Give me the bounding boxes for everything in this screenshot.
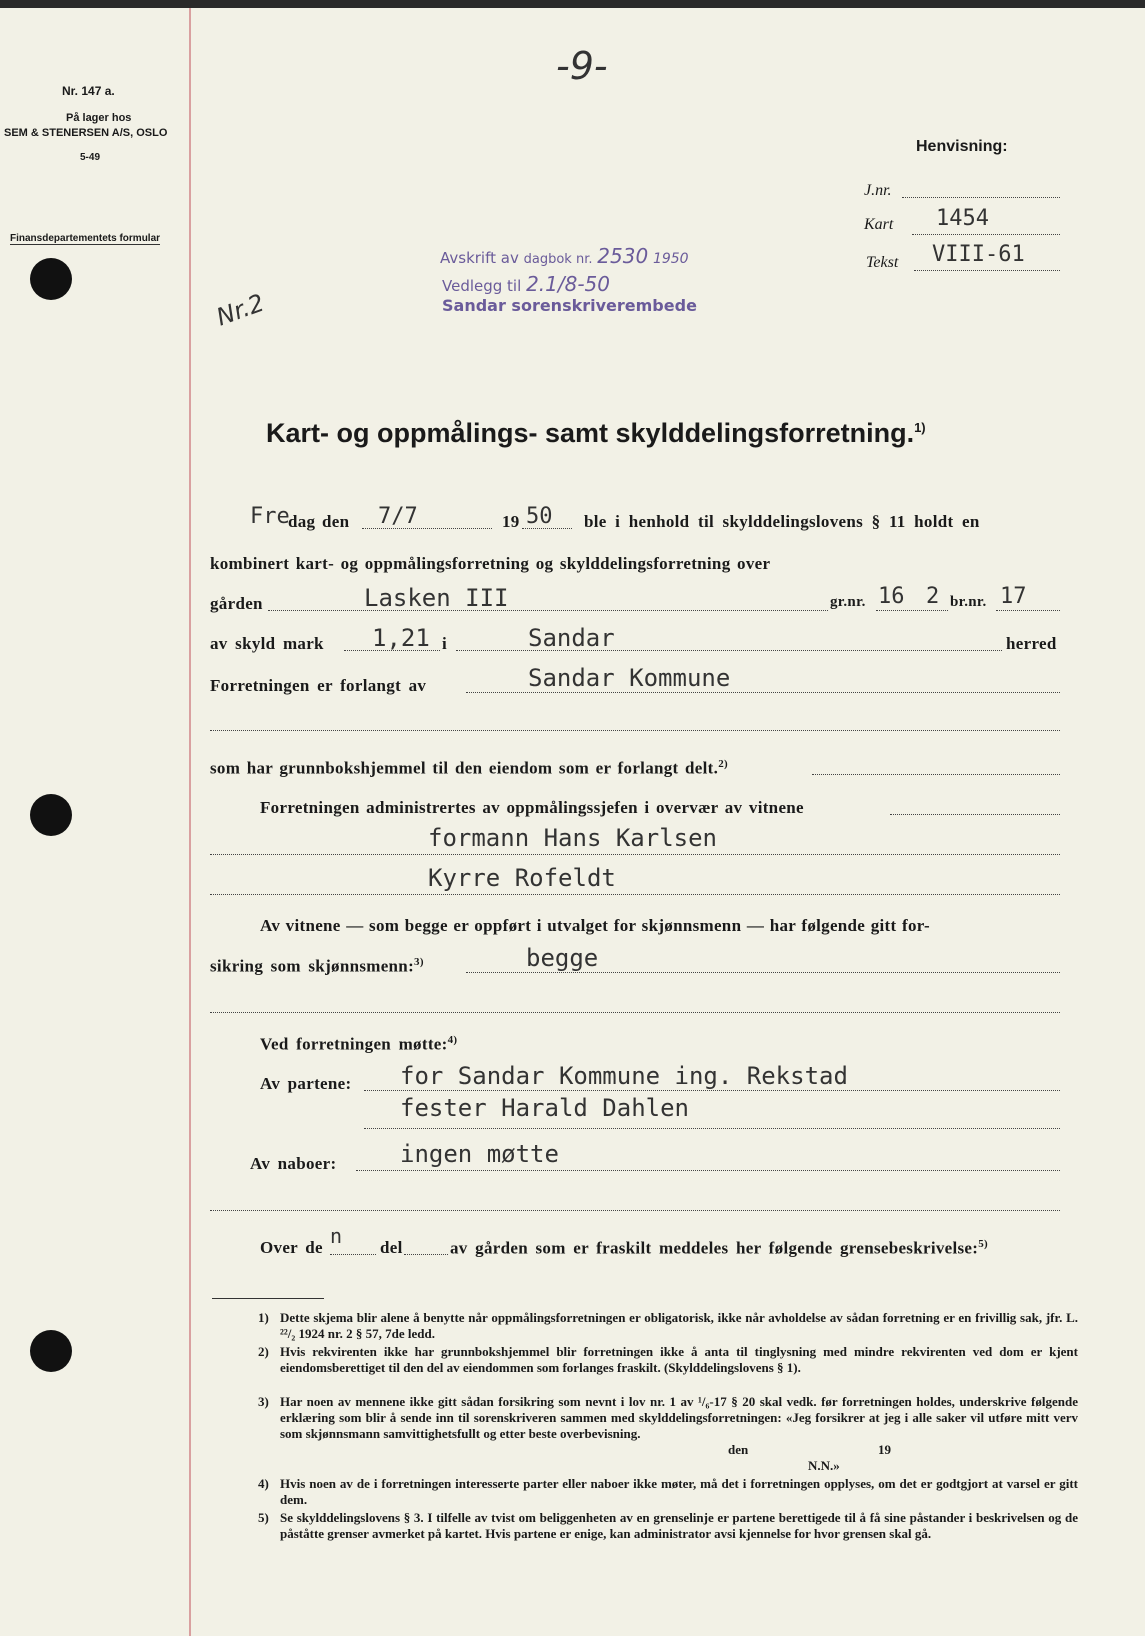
partene-value-1: for Sandar Kommune ing. Rekstad bbox=[400, 1062, 848, 1090]
grnr-label: gr.nr. bbox=[830, 594, 866, 610]
document-title bbox=[266, 418, 926, 449]
stamp-vedlegg: Vedlegg til bbox=[442, 277, 522, 295]
naboer-blank-line bbox=[210, 1210, 1060, 1211]
garden-line bbox=[268, 610, 828, 611]
hjemmel-text: som har grunnbokshjemmel til den eiendom som er forlangt delt. bbox=[210, 758, 719, 778]
forlangt-label: Forretningen er forlangt av bbox=[210, 676, 427, 695]
over-dots bbox=[330, 1254, 376, 1255]
line1-rest: ble i henhold til skylddelingslovens § 11 holdt en bbox=[584, 512, 980, 531]
naboer-label: Av naboer: bbox=[250, 1154, 337, 1173]
footnote-5-num: 5) bbox=[258, 1510, 269, 1525]
den-label: den bbox=[322, 512, 350, 531]
over-label: Over de bbox=[260, 1238, 323, 1257]
over-value: n bbox=[330, 1224, 343, 1248]
day-label: dag bbox=[288, 512, 316, 531]
brnr-label: br.nr. bbox=[950, 594, 987, 610]
grnr-value: 16 bbox=[878, 584, 905, 609]
vitne-dots bbox=[466, 972, 1060, 973]
stamp-line-2 bbox=[442, 272, 610, 296]
title-text: Kart- og oppmålings- samt skylddelingsforretning. bbox=[266, 418, 915, 448]
motte-line bbox=[260, 1034, 457, 1055]
footnote-1-text: Dette skjema blir alene å benytte når oppmålingsforretningen er obligatorisk, ikke når avholdelse av sådan forretning er en frivillig sak, jfr. L. ²²/₂ 1924 nr. 2 § 57, 7de ledd. bbox=[280, 1310, 1078, 1341]
footnotes bbox=[258, 1310, 1078, 1541]
vitne-line-1: Av vitnene — som begge er oppført i utvalget for skjønnsmenn — har følgende gitt for- bbox=[260, 916, 930, 935]
brnr-line bbox=[996, 610, 1060, 611]
motte-footnote-ref: 4) bbox=[447, 1034, 458, 1046]
footnote-rule bbox=[212, 1298, 324, 1299]
vitne-blank-line bbox=[210, 1012, 1060, 1013]
reference-heading: Henvisning: bbox=[916, 138, 1008, 155]
day-value: Fre bbox=[250, 504, 290, 529]
partene-line-2 bbox=[364, 1128, 1060, 1129]
footnote-3-year: 19 bbox=[878, 1442, 891, 1457]
stamp-dagbok: dagbok nr. bbox=[523, 252, 593, 267]
naboer-line bbox=[356, 1170, 1060, 1171]
hjemmel-footnote-ref: 2) bbox=[718, 758, 728, 770]
partene-value-2: fester Harald Dahlen bbox=[400, 1094, 689, 1122]
skyld-value: 1,21 bbox=[372, 624, 430, 652]
form-number: Nr. 147 a. bbox=[62, 84, 115, 98]
grnr-value-2: 2 bbox=[926, 584, 940, 609]
year-prefix: 19 bbox=[502, 512, 520, 531]
stamp-dagbok-value: 2530 bbox=[597, 244, 649, 268]
kart-value: 1454 bbox=[936, 206, 989, 231]
blank-line bbox=[210, 730, 1060, 731]
line2-text: kombinert kart- og oppmålingsforretning og skylddelingsforretning over bbox=[210, 554, 771, 573]
stamp-vedlegg-value: 2.1/8-50 bbox=[526, 272, 610, 296]
witness-2: Kyrre Rofeldt bbox=[428, 864, 616, 892]
footnote-2-num: 2) bbox=[258, 1344, 269, 1359]
brnr-value: 17 bbox=[1000, 584, 1027, 609]
tekst-line bbox=[914, 270, 1060, 271]
forlangt-value: Sandar Kommune bbox=[528, 664, 731, 692]
stamp-line-3: Sandar sorenskriverembede bbox=[442, 296, 697, 315]
page-number: -9- bbox=[556, 44, 608, 88]
footnote-3-den: den bbox=[728, 1442, 749, 1457]
tekst-value: VIII-61 bbox=[932, 242, 1025, 267]
footnote-3-num: 3) bbox=[258, 1394, 269, 1409]
witness-1: formann Hans Karlsen bbox=[428, 824, 717, 852]
garden-label: gården bbox=[210, 594, 263, 613]
form-owner: Finansdepartementets formular bbox=[10, 233, 161, 244]
stock-line-2: SEM & STENERSEN A/S, OSLO bbox=[4, 127, 168, 139]
punch-hole-icon bbox=[30, 794, 72, 836]
over-rest: av gården som er fraskilt meddeles her følgende grensebeskrivelse: bbox=[450, 1238, 979, 1258]
kart-line bbox=[912, 234, 1060, 235]
title-footnote-ref: 1) bbox=[914, 420, 926, 435]
garden-value: Lasken III bbox=[364, 584, 509, 612]
footnote-4-num: 4) bbox=[258, 1476, 269, 1491]
del-dots bbox=[404, 1254, 448, 1255]
witness-1-line bbox=[210, 854, 1060, 855]
herred-value: Sandar bbox=[528, 624, 615, 652]
vitne-line-2 bbox=[210, 956, 424, 977]
tekst-label: Tekst bbox=[866, 254, 899, 271]
margin-note: Nr.2 bbox=[212, 288, 268, 332]
year-value: 50 bbox=[526, 504, 553, 529]
footnote-5-text: Se skylddelingslovens § 3. I tilfelle av tvist om beliggenheten av en grenselinje er partene berettigede til å få sine påstander i beskrivelsen og de påståtte grenser avmerket på kartet. Hvis partene er enige, kan administrator avsi kjennelse for hvor grensen skal gå. bbox=[280, 1510, 1078, 1541]
witness-2-line bbox=[210, 894, 1060, 895]
over-rest-line bbox=[450, 1238, 988, 1259]
footnote-3-text: Har noen av mennene ikke gitt sådan forsikring som nevnt i lov nr. 1 av ¹/₆-17 § 20 skal vedk. før forretningen holdes, underskrive følgende erklæring som blir å sende inn til sorenskriveren sammen med skylddelingsforretningen: «Jeg forsikrer at jeg i alle saker vil utføre mitt verv som skjønnsmann samvittighetsfullt og etter beste overbevisning. bbox=[280, 1394, 1078, 1441]
del-label: del bbox=[380, 1238, 403, 1257]
jnr-line bbox=[902, 197, 1060, 198]
kart-label: Kart bbox=[864, 216, 894, 233]
i-label: i bbox=[442, 634, 448, 653]
over-footnote-ref: 5) bbox=[978, 1238, 989, 1250]
stamp-line-1 bbox=[440, 244, 689, 268]
date-value: 7/7 bbox=[378, 504, 418, 529]
vitne-footnote-ref: 3) bbox=[414, 956, 424, 968]
vitne-text: sikring som skjønnsmenn: bbox=[210, 956, 415, 976]
form-date-code: 5-49 bbox=[80, 152, 101, 163]
punch-hole-icon bbox=[30, 258, 72, 300]
grnr-line bbox=[876, 610, 948, 611]
motte-label: Ved forretningen møtte: bbox=[260, 1034, 448, 1054]
hjemmel-dots bbox=[812, 774, 1060, 775]
stamp-avskrift: Avskrift av bbox=[440, 249, 519, 267]
margin-line bbox=[189, 8, 191, 1636]
punch-hole-icon bbox=[30, 1330, 72, 1372]
forlangt-line bbox=[466, 692, 1060, 693]
herred-label: herred bbox=[1006, 634, 1057, 653]
admin-dots bbox=[890, 814, 1060, 815]
naboer-value: ingen møtte bbox=[400, 1140, 559, 1168]
stamp-year: 1950 bbox=[652, 251, 689, 267]
footnote-3-sign: N.N.» bbox=[808, 1458, 840, 1473]
scan-edge bbox=[0, 0, 1145, 8]
admin-line: Forretningen administrertes av oppmålingssjefen i overvær av vitnene bbox=[260, 798, 804, 817]
jnr-label: J.nr. bbox=[864, 182, 892, 199]
footnote-1-num: 1) bbox=[258, 1310, 269, 1325]
partene-label: Av partene: bbox=[260, 1074, 352, 1093]
footnote-2-text: Hvis rekvirenten ikke har grunnbokshjemmel blir forretningen ikke å anta til tinglysning med mindre rekvirenten ved dom er kjent eiendomsberettiget til den del av eiendommen som forlanges fraskilt. (Skylddelingslovens § 1). bbox=[280, 1344, 1078, 1375]
vitne-value: begge bbox=[526, 944, 599, 972]
skyld-label: av skyld mark bbox=[210, 634, 324, 653]
partene-line-1 bbox=[364, 1090, 1060, 1091]
stock-line-1: På lager hos bbox=[66, 112, 132, 124]
footnote-4-text: Hvis noen av de i forretningen interesserte parter eller naboer ikke møter, må det i forretningen opplyses, om det er godtgjort at varsel er gitt dem. bbox=[280, 1476, 1078, 1507]
hjemmel-line bbox=[210, 758, 728, 779]
